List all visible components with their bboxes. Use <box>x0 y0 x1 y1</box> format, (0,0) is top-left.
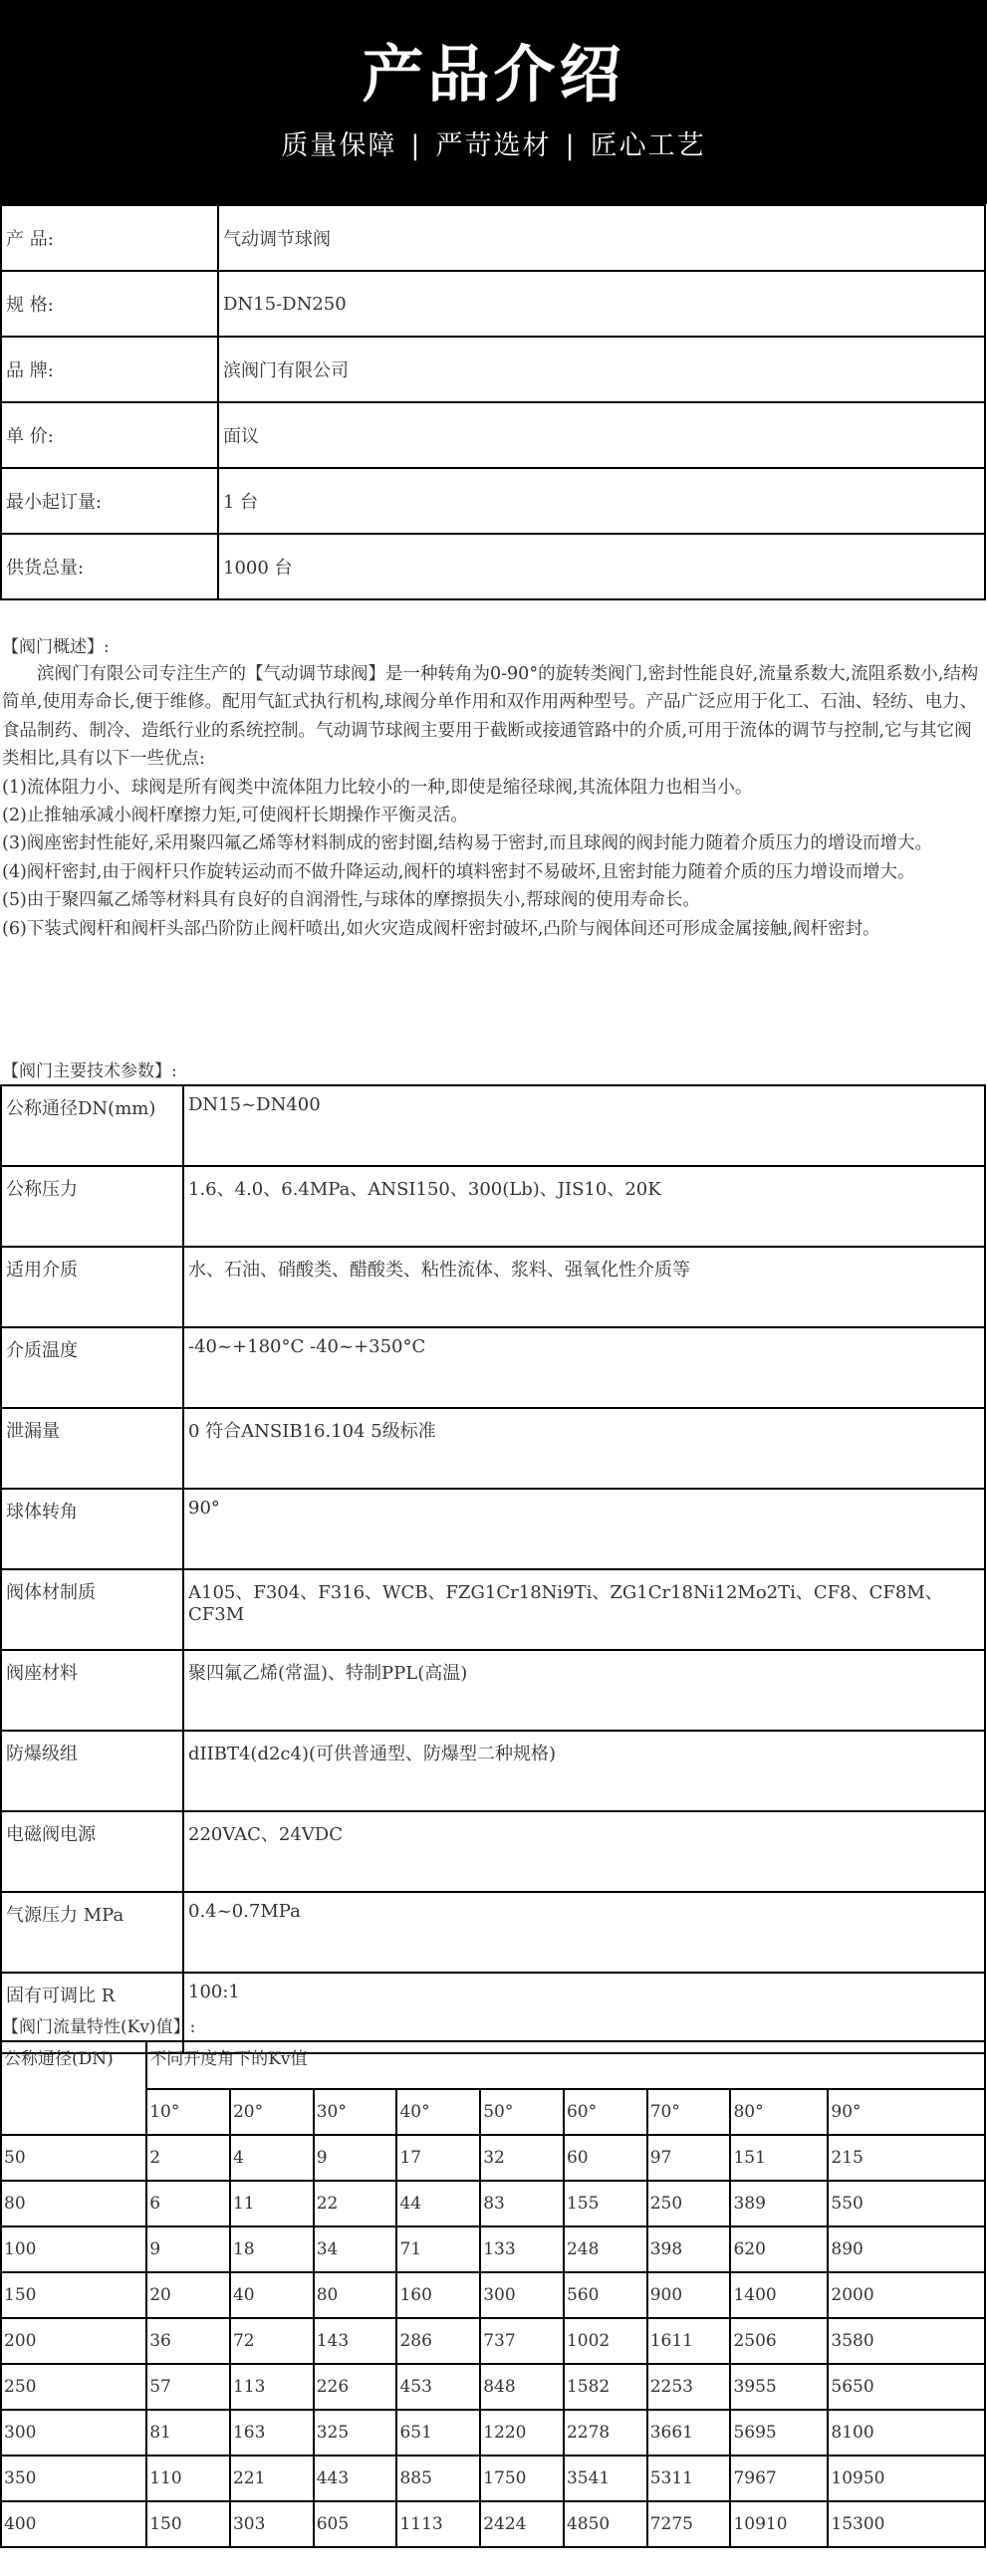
param-label: 公称通径DN(mm) <box>1 1085 183 1166</box>
kv-row <box>1 2501 985 2547</box>
kv-value-cell: 18 <box>230 2226 314 2272</box>
kv-value-cell: 848 <box>480 2364 564 2410</box>
param-label: 公称压力 <box>1 1166 183 1247</box>
kv-value-cell: 303 <box>230 2501 314 2547</box>
param-row <box>1 1650 985 1731</box>
kv-value-cell: 110 <box>146 2456 230 2501</box>
kv-dn-cell: 200 <box>1 2318 146 2364</box>
kv-value-cell: 389 <box>730 2181 828 2226</box>
kv-dn-cell: 400 <box>1 2501 146 2547</box>
kv-value-cell: 11 <box>230 2181 314 2226</box>
kv-value-cell: 248 <box>564 2226 647 2272</box>
overview-text <box>2 660 983 943</box>
kv-value-cell: 620 <box>730 2226 828 2272</box>
overview-intro: 滨阀门有限公司专注生产的【气动调节球阀】是一种转角为0-90°的旋转类阀门,密封性能良好,流量系数大,流阻系数小,结构简单,使用寿命长,便于维修。配用气缸式执行机构,球阀分单作用和双作用两种型号。产品广泛应用于化工、石油、轻纺、电力、食品制药、制冷、造纸行业的系统控制。气动调节球阀主要用于截断或接通管路中的介质,可用于流体的调节与控制,它与其它阀类相比,具有以下一些优点: <box>2 664 979 770</box>
kv-value-cell: 7967 <box>730 2456 828 2501</box>
param-value: 220VAC、24VDC <box>183 1811 985 1892</box>
kv-value-cell: 215 <box>828 2135 985 2181</box>
kv-value-cell: 81 <box>146 2410 230 2456</box>
kv-value-cell: 737 <box>480 2318 564 2364</box>
overview-point: (6)下装式阀杆和阀杆头部凸阶防止阀杆喷出,如火灾造成阀杆密封破坏,凸阶与阀体间还可形成金属接触,阀杆密封。 <box>2 918 880 939</box>
kv-dn-cell: 250 <box>1 2364 146 2410</box>
param-row <box>1 1731 985 1811</box>
tag-separator: | <box>565 130 577 161</box>
info-row <box>1 271 985 337</box>
info-row <box>1 534 985 599</box>
param-label: 阀座材料 <box>1 1650 183 1731</box>
kv-value-cell: 443 <box>314 2456 397 2501</box>
kv-angle-header: 60° <box>564 2089 647 2135</box>
kv-value-cell: 398 <box>647 2226 731 2272</box>
info-value: 1000 台 <box>218 534 985 599</box>
params-heading: 【阀门主要技术参数】: <box>2 1061 177 1081</box>
kv-row <box>1 2272 985 2318</box>
param-label: 介质温度 <box>1 1327 183 1408</box>
kv-value-cell: 1582 <box>564 2364 647 2410</box>
kv-value-cell: 15300 <box>828 2501 985 2547</box>
kv-value-cell: 3955 <box>730 2364 828 2410</box>
overview-point: (5)由于聚四氟乙烯等材料具有良好的自润滑性,与球体的摩擦损失小,帮球阀的使用寿命长。 <box>2 890 700 911</box>
tag-quality: 质量保障 <box>281 130 397 161</box>
kv-table <box>0 2040 986 2548</box>
kv-value-cell: 44 <box>396 2181 480 2226</box>
param-value: 0 符合ANSIB16.104 5级标准 <box>183 1408 985 1489</box>
kv-value-cell: 8100 <box>828 2410 985 2456</box>
overview-point: (4)阀杆密封,由于阀杆只作旋转运动而不做升降运动,阀杆的填料密封不易破坏,且密封能力随着介质的压力增设而增大。 <box>2 861 915 882</box>
kv-value-cell: 900 <box>647 2272 731 2318</box>
kv-value-cell: 5695 <box>730 2410 828 2456</box>
kv-value-cell: 3661 <box>647 2410 731 2456</box>
kv-value-cell: 226 <box>314 2364 397 2410</box>
kv-value-cell: 1002 <box>564 2318 647 2364</box>
kv-value-cell: 9 <box>146 2226 230 2272</box>
kv-value-cell: 9 <box>314 2135 397 2181</box>
info-label: 产 品: <box>1 205 218 271</box>
kv-value-cell: 20 <box>146 2272 230 2318</box>
kv-value-cell: 83 <box>480 2181 564 2226</box>
info-label: 最小起订量: <box>1 468 218 534</box>
kv-value-cell: 1750 <box>480 2456 564 2501</box>
kv-value-cell: 2424 <box>480 2501 564 2547</box>
banner-title: 产品介绍 <box>362 38 625 111</box>
kv-angle-header: 10° <box>146 2089 230 2135</box>
overview-point: (1)流体阻力小、球阀是所有阀类中流体阻力比较小的一种,即使是缩径球阀,其流体阻力也相当小。 <box>2 777 753 798</box>
param-value: 水、石油、硝酸类、醋酸类、粘性流体、浆料、强氧化性介质等 <box>183 1247 985 1327</box>
kv-value-cell: 7275 <box>647 2501 731 2547</box>
kv-angle-header: 40° <box>396 2089 480 2135</box>
param-row <box>1 1811 985 1892</box>
kv-row <box>1 2226 985 2272</box>
kv-dn-cell: 80 <box>1 2181 146 2226</box>
product-info-table <box>0 204 986 600</box>
kv-angle-header: 30° <box>314 2089 397 2135</box>
info-value: 滨阀门有限公司 <box>218 337 985 402</box>
param-value: 90° <box>183 1489 985 1569</box>
kv-value-cell: 22 <box>314 2181 397 2226</box>
param-value: A105、F304、F316、WCB、FZG1Cr18Ni9Ti、ZG1Cr18Ni12Mo2Ti、CF8、CF8M、CF3M <box>183 1569 985 1650</box>
param-row <box>1 1085 985 1166</box>
kv-value-cell: 1400 <box>730 2272 828 2318</box>
kv-value-cell: 4850 <box>564 2501 647 2547</box>
kv-value-cell: 325 <box>314 2410 397 2456</box>
param-label: 泄漏量 <box>1 1408 183 1489</box>
kv-value-cell: 17 <box>396 2135 480 2181</box>
kv-value-cell: 40 <box>230 2272 314 2318</box>
kv-angle-header: 50° <box>480 2089 564 2135</box>
kv-value-cell: 160 <box>396 2272 480 2318</box>
kv-value-cell: 1220 <box>480 2410 564 2456</box>
kv-value-cell: 885 <box>396 2456 480 2501</box>
kv-value-cell: 2253 <box>647 2364 731 2410</box>
kv-group-header: 不同开度角下的Kv值 <box>146 2041 985 2089</box>
kv-dn-cell: 50 <box>1 2135 146 2181</box>
kv-value-cell: 5650 <box>828 2364 985 2410</box>
kv-value-cell: 2506 <box>730 2318 828 2364</box>
param-value: 100:1 <box>183 1973 985 2053</box>
param-row <box>1 1166 985 1247</box>
kv-value-cell: 5311 <box>647 2456 731 2501</box>
kv-angle-header: 20° <box>230 2089 314 2135</box>
param-value: -40~+180°C -40~+350°C <box>183 1327 985 1408</box>
kv-value-cell: 10950 <box>828 2456 985 2501</box>
kv-dn-cell: 100 <box>1 2226 146 2272</box>
kv-row <box>1 2135 985 2181</box>
param-value: dIIBT4(d2c4)(可供普通型、防爆型二种规格) <box>183 1731 985 1811</box>
kv-value-cell: 2278 <box>564 2410 647 2456</box>
kv-value-cell: 286 <box>396 2318 480 2364</box>
kv-value-cell: 71 <box>396 2226 480 2272</box>
kv-value-cell: 1113 <box>396 2501 480 2547</box>
param-label: 阀体材制质 <box>1 1569 183 1650</box>
kv-angle-row <box>1 2089 985 2135</box>
info-label: 规 格: <box>1 271 218 337</box>
kv-row <box>1 2456 985 2501</box>
kv-header-row <box>1 2041 985 2089</box>
kv-value-cell: 250 <box>647 2181 731 2226</box>
kv-row <box>1 2364 985 2410</box>
kv-value-cell: 34 <box>314 2226 397 2272</box>
kv-value-cell: 10910 <box>730 2501 828 2547</box>
param-row <box>1 1327 985 1408</box>
kv-value-cell: 80 <box>314 2272 397 2318</box>
tag-material: 严苛选材 <box>435 130 552 161</box>
overview-heading: 【阀门概述】: <box>2 637 110 657</box>
param-label: 电磁阀电源 <box>1 1811 183 1892</box>
param-value: DN15~DN400 <box>183 1085 985 1166</box>
kv-value-cell: 1611 <box>647 2318 731 2364</box>
param-label: 气源压力 MPa <box>1 1892 183 1973</box>
kv-value-cell: 163 <box>230 2410 314 2456</box>
kv-value-cell: 72 <box>230 2318 314 2364</box>
info-value: DN15-DN250 <box>218 271 985 337</box>
info-row <box>1 337 985 402</box>
kv-value-cell: 60 <box>564 2135 647 2181</box>
kv-value-cell: 560 <box>564 2272 647 2318</box>
kv-value-cell: 133 <box>480 2226 564 2272</box>
kv-value-cell: 453 <box>396 2364 480 2410</box>
kv-heading: 【阀门流量特性(Kv)值】: <box>2 2017 196 2037</box>
info-value: 1 台 <box>218 468 985 534</box>
info-label: 单 价: <box>1 402 218 468</box>
kv-value-cell: 3541 <box>564 2456 647 2501</box>
kv-value-cell: 143 <box>314 2318 397 2364</box>
kv-value-cell: 36 <box>146 2318 230 2364</box>
intro-banner <box>0 0 987 204</box>
param-row <box>1 1892 985 1973</box>
kv-value-cell: 890 <box>828 2226 985 2272</box>
kv-row <box>1 2181 985 2226</box>
info-row <box>1 205 985 271</box>
kv-value-cell: 32 <box>480 2135 564 2181</box>
kv-value-cell: 221 <box>230 2456 314 2501</box>
banner-tagline <box>0 121 987 171</box>
param-row <box>1 1247 985 1327</box>
param-value: 聚四氟乙烯(常温)、特制PPL(高温) <box>183 1650 985 1731</box>
kv-row <box>1 2318 985 2364</box>
kv-angle-header: 90° <box>828 2089 985 2135</box>
param-row <box>1 1489 985 1569</box>
kv-angle-header: 70° <box>647 2089 731 2135</box>
param-row <box>1 1408 985 1489</box>
kv-corner-header: 公称通径(DN) <box>1 2041 146 2135</box>
tech-params-table <box>0 1084 986 2054</box>
param-label: 适用介质 <box>1 1247 183 1327</box>
kv-dn-cell: 300 <box>1 2410 146 2456</box>
info-label: 品 牌: <box>1 337 218 402</box>
kv-value-cell: 6 <box>146 2181 230 2226</box>
kv-dn-cell: 350 <box>1 2456 146 2501</box>
overview-points <box>2 774 983 943</box>
param-label: 球体转角 <box>1 1489 183 1569</box>
info-value: 气动调节球阀 <box>218 205 985 271</box>
kv-value-cell: 4 <box>230 2135 314 2181</box>
kv-dn-cell: 150 <box>1 2272 146 2318</box>
info-value: 面议 <box>218 402 985 468</box>
tag-craft: 匠心工艺 <box>590 130 706 161</box>
kv-value-cell: 2 <box>146 2135 230 2181</box>
param-value: 1.6、4.0、6.4MPa、ANSI150、300(Lb)、JIS10、20K <box>183 1166 985 1247</box>
kv-row <box>1 2410 985 2456</box>
kv-value-cell: 150 <box>146 2501 230 2547</box>
kv-value-cell: 3580 <box>828 2318 985 2364</box>
kv-value-cell: 605 <box>314 2501 397 2547</box>
kv-value-cell: 57 <box>146 2364 230 2410</box>
kv-value-cell: 300 <box>480 2272 564 2318</box>
kv-value-cell: 113 <box>230 2364 314 2410</box>
overview-point: (2)止推轴承减小阀杆摩擦力矩,可使阀杆长期操作平衡灵活。 <box>2 806 468 826</box>
kv-angle-header: 80° <box>730 2089 828 2135</box>
param-row <box>1 1569 985 1650</box>
kv-value-cell: 151 <box>730 2135 828 2181</box>
kv-value-cell: 155 <box>564 2181 647 2226</box>
kv-value-cell: 2000 <box>828 2272 985 2318</box>
param-label: 防爆级组 <box>1 1731 183 1811</box>
info-row <box>1 402 985 468</box>
info-label: 供货总量: <box>1 534 218 599</box>
tag-separator: | <box>410 130 422 161</box>
info-row <box>1 468 985 534</box>
param-value: 0.4~0.7MPa <box>183 1892 985 1973</box>
overview-point: (3)阀座密封性能好,采用聚四氟乙烯等材料制成的密封圈,结构易于密封,而且球阀的阀封能力随着介质压力的增设而增大。 <box>2 833 932 854</box>
kv-value-cell: 550 <box>828 2181 985 2226</box>
kv-value-cell: 651 <box>396 2410 480 2456</box>
kv-value-cell: 97 <box>647 2135 731 2181</box>
param-label: 固有可调比 R <box>1 1973 183 2053</box>
